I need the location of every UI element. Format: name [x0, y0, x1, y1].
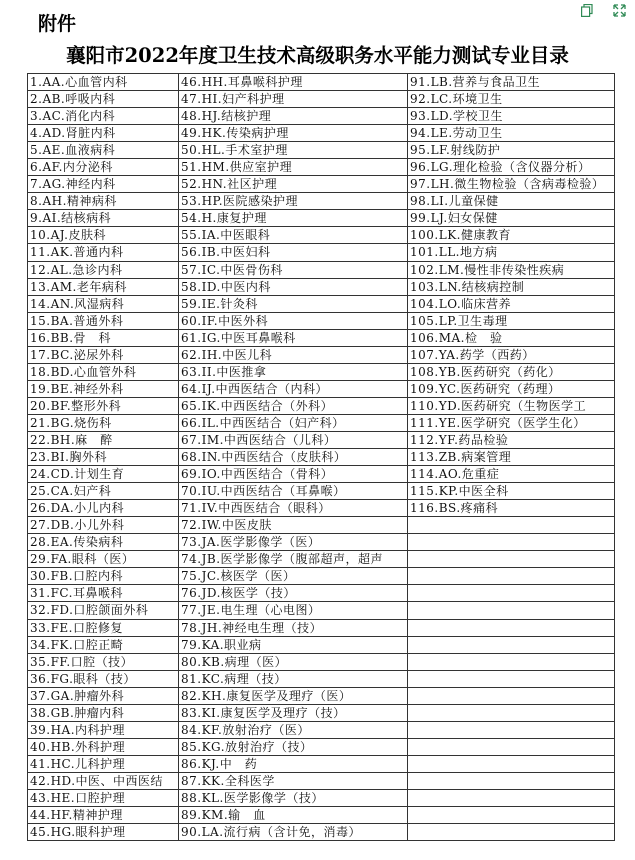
table-cell: 4.AD.肾脏内科 [28, 125, 179, 142]
table-cell [408, 551, 615, 568]
table-row [28, 431, 615, 448]
table-row [28, 261, 615, 278]
table-cell: 72.IW.中医皮肤 [179, 517, 408, 534]
table-cell: 48.HJ.结核护理 [179, 108, 408, 125]
table-cell: 66.IL.中西医结合（妇产科） [179, 414, 408, 431]
expand-icon-glyph [613, 4, 626, 17]
table-row [28, 312, 615, 329]
table-cell: 10.AJ.皮肤科 [28, 227, 179, 244]
table-cell: 60.IF.中医外科 [179, 312, 408, 329]
table-cell: 86.KJ.中 药 [179, 755, 408, 772]
table-cell: 5.AE.血液病科 [28, 142, 179, 159]
table-cell [408, 807, 615, 824]
table-cell: 34.FK.口腔正畸 [28, 636, 179, 653]
table-cell [408, 704, 615, 721]
table-cell: 89.KM.输 血 [179, 807, 408, 824]
table-cell: 56.IB.中医妇科 [179, 244, 408, 261]
table-cell: 114.AO.危重症 [408, 466, 615, 483]
table-row [28, 534, 615, 551]
table-row [28, 244, 615, 261]
table-cell: 73.JA.医学影像学（医） [179, 534, 408, 551]
table-cell: 15.BA.普通外科 [28, 312, 179, 329]
table-cell: 92.LC.环境卫生 [408, 91, 615, 108]
table-cell: 79.KA.职业病 [179, 636, 408, 653]
table-cell: 90.LA.流行病（含计免，消毒） [179, 824, 408, 841]
table-row [28, 278, 615, 295]
table-cell: 43.HE.口腔护理 [28, 789, 179, 806]
table-cell: 33.FE.口腔修复 [28, 619, 179, 636]
table-cell: 93.LD.学校卫生 [408, 108, 615, 125]
table-cell: 29.FA.眼科（医） [28, 551, 179, 568]
table-cell: 85.KG.放射治疗（技） [179, 738, 408, 755]
table-row [28, 125, 615, 142]
table-cell: 84.KF.放射治疗（医） [179, 721, 408, 738]
table-row [28, 176, 615, 193]
table-row [28, 687, 615, 704]
specialty-table [27, 73, 615, 841]
table-cell: 16.BB.骨 科 [28, 329, 179, 346]
table-cell: 111.YE.医学研究（医学生化） [408, 414, 615, 431]
table-cell: 78.JH.神经电生理（技） [179, 619, 408, 636]
table-cell: 65.IK.中西医结合（外科） [179, 397, 408, 414]
table-row [28, 636, 615, 653]
table-cell: 97.LH.微生物检验（含病毒检验） [408, 176, 615, 193]
document-title: 襄阳市2022年度卫生技术高级职务水平能力测试专业目录 [66, 44, 569, 67]
table-cell: 67.IM.中西医结合（儿科） [179, 431, 408, 448]
table-row [28, 227, 615, 244]
table-cell: 113.ZB.病案管理 [408, 449, 615, 466]
table-cell [408, 653, 615, 670]
table-cell: 100.LK.健康教育 [408, 227, 615, 244]
table-cell: 17.BC.泌尿外科 [28, 346, 179, 363]
table-cell: 38.GB.肿瘤内科 [28, 704, 179, 721]
table-cell: 88.KL.医学影像学（技） [179, 789, 408, 806]
table-cell: 55.IA.中医眼科 [179, 227, 408, 244]
table-cell [408, 602, 615, 619]
table-row [28, 824, 615, 841]
table-cell: 8.AH.精神病科 [28, 193, 179, 210]
table-cell: 112.YF.药品检验 [408, 431, 615, 448]
table-cell: 116.BS.疼痛科 [408, 500, 615, 517]
table-cell: 74.JB.医学影像学（腹部超声，超声 [179, 551, 408, 568]
table-cell: 31.FC.耳鼻喉科 [28, 585, 179, 602]
table-cell [408, 738, 615, 755]
table-row [28, 142, 615, 159]
table-row [28, 551, 615, 568]
table-row [28, 74, 615, 91]
table-row [28, 670, 615, 687]
table-cell [408, 636, 615, 653]
table-cell: 58.ID.中医内科 [179, 278, 408, 295]
table-cell: 9.AI.结核病科 [28, 210, 179, 227]
copy-icon-glyph [581, 4, 593, 17]
table-cell: 95.LF.射线防护 [408, 142, 615, 159]
table-cell: 76.JD.核医学（技） [179, 585, 408, 602]
table-row [28, 363, 615, 380]
table-cell: 7.AG.神经内科 [28, 176, 179, 193]
table-cell: 77.JE.电生理（心电图） [179, 602, 408, 619]
table-cell [408, 585, 615, 602]
table-row [28, 449, 615, 466]
table-cell: 91.LB.营养与食品卫生 [408, 74, 615, 91]
table-cell: 41.HC.儿科护理 [28, 755, 179, 772]
table-cell: 11.AK.普通内科 [28, 244, 179, 261]
table-cell: 101.LL.地方病 [408, 244, 615, 261]
table-row [28, 380, 615, 397]
table-cell: 59.IE.针灸科 [179, 295, 408, 312]
table-cell: 1.AA.心血管内科 [28, 74, 179, 91]
table-row [28, 585, 615, 602]
table-cell: 18.BD.心血管外科 [28, 363, 179, 380]
table-cell [408, 755, 615, 772]
table-cell: 12.AL.急诊内科 [28, 261, 179, 278]
table-cell: 99.LJ.妇女保健 [408, 210, 615, 227]
table-cell: 63.II.中医推拿 [179, 363, 408, 380]
table-row [28, 653, 615, 670]
table-cell [408, 619, 615, 636]
table-cell: 13.AM.老年病科 [28, 278, 179, 295]
table-row [28, 397, 615, 414]
table-cell: 83.KI.康复医学及理疗（技） [179, 704, 408, 721]
table-row [28, 295, 615, 312]
table-cell: 25.CA.妇产科 [28, 483, 179, 500]
table-row [28, 483, 615, 500]
table-row [28, 772, 615, 789]
table-cell [408, 789, 615, 806]
table-cell: 36.FG.眼科（技） [28, 670, 179, 687]
table-cell: 110.YD.医药研究（生物医学工 [408, 397, 615, 414]
table-cell: 32.FD.口腔颌面外科 [28, 602, 179, 619]
table-row [28, 193, 615, 210]
table-cell: 87.KK.全科医学 [179, 772, 408, 789]
table-cell: 40.HB.外科护理 [28, 738, 179, 755]
table-cell [408, 670, 615, 687]
attachment-label: 附件 [38, 13, 77, 35]
table-row [28, 738, 615, 755]
table-row [28, 414, 615, 431]
table-cell: 106.MA.检 验 [408, 329, 615, 346]
table-cell: 14.AN.风湿病科 [28, 295, 179, 312]
viewer-toolbar [571, 0, 635, 20]
table-cell: 57.IC.中医骨伤科 [179, 261, 408, 278]
table-cell: 115.KP.中医全科 [408, 483, 615, 500]
table-cell: 64.IJ.中西医结合（内科） [179, 380, 408, 397]
table-row [28, 704, 615, 721]
table-cell: 44.HF.精神护理 [28, 807, 179, 824]
table-cell: 37.GA.肿瘤外科 [28, 687, 179, 704]
table-row [28, 619, 615, 636]
table-row [28, 789, 615, 806]
table-cell: 61.IG.中医耳鼻喉科 [179, 329, 408, 346]
table-cell: 96.LG.理化检验（含仪器分析） [408, 159, 615, 176]
table-cell [408, 534, 615, 551]
table-cell: 45.HG.眼科护理 [28, 824, 179, 841]
table-row [28, 159, 615, 176]
table-cell: 39.HA.内科护理 [28, 721, 179, 738]
table-cell [408, 517, 615, 534]
table-row [28, 517, 615, 534]
table-cell: 46.HH.耳鼻喉科护理 [179, 74, 408, 91]
table-cell: 49.HK.传染病护理 [179, 125, 408, 142]
table-cell: 42.HD.中医、中西医结 [28, 772, 179, 789]
table-cell: 51.HM.供应室护理 [179, 159, 408, 176]
table-cell: 35.FF.口腔（技） [28, 653, 179, 670]
table-cell: 103.LN.结核病控制 [408, 278, 615, 295]
table-cell: 108.YB.医药研究（药化） [408, 363, 615, 380]
table-cell: 22.BH.麻 醉 [28, 431, 179, 448]
expand-icon[interactable] [603, 0, 635, 20]
table-row [28, 329, 615, 346]
table-cell [408, 824, 615, 841]
table-row [28, 807, 615, 824]
table-cell: 47.HI.妇产科护理 [179, 91, 408, 108]
table-row [28, 466, 615, 483]
table-cell: 102.LM.慢性非传染性疾病 [408, 261, 615, 278]
table-row [28, 755, 615, 772]
table-cell: 70.IU.中西医结合（耳鼻喉） [179, 483, 408, 500]
table-cell: 107.YA.药学（西药） [408, 346, 615, 363]
table-row [28, 346, 615, 363]
table-cell: 23.BI.胸外科 [28, 449, 179, 466]
table-cell: 54.H.康复护理 [179, 210, 408, 227]
table-row [28, 602, 615, 619]
table-cell: 28.EA.传染病科 [28, 534, 179, 551]
table-cell: 81.KC.病理（技） [179, 670, 408, 687]
table-cell [408, 687, 615, 704]
table-cell [408, 772, 615, 789]
table-cell: 94.LE.劳动卫生 [408, 125, 615, 142]
table-cell: 98.LI.儿童保健 [408, 193, 615, 210]
table-cell [408, 568, 615, 585]
table-cell: 26.DA.小儿内科 [28, 500, 179, 517]
table-cell: 6.AF.内分泌科 [28, 159, 179, 176]
table-cell: 21.BG.烧伤科 [28, 414, 179, 431]
table-cell: 69.IO.中西医结合（骨科） [179, 466, 408, 483]
table-cell: 71.IV.中西医结合（眼科） [179, 500, 408, 517]
table-row [28, 91, 615, 108]
table-cell: 20.BF.整形外科 [28, 397, 179, 414]
table-cell: 109.YC.医药研究（药理） [408, 380, 615, 397]
table-cell: 82.KH.康复医学及理疗（医） [179, 687, 408, 704]
table-cell: 50.HL.手术室护理 [179, 142, 408, 159]
table-row [28, 210, 615, 227]
table-cell: 68.IN.中西医结合（皮肤科） [179, 449, 408, 466]
table-cell: 104.LO.临床营养 [408, 295, 615, 312]
table-cell: 19.BE.神经外科 [28, 380, 179, 397]
copy-icon[interactable] [571, 0, 603, 20]
table-cell: 62.IH.中医儿科 [179, 346, 408, 363]
table-cell: 2.AB.呼吸内科 [28, 91, 179, 108]
table-cell: 52.HN.社区护理 [179, 176, 408, 193]
table-row [28, 108, 615, 125]
table-cell: 27.DB.小儿外科 [28, 517, 179, 534]
table-cell: 24.CD.计划生育 [28, 466, 179, 483]
table-cell: 53.HP.医院感染护理 [179, 193, 408, 210]
table-cell: 105.LP.卫生毒理 [408, 312, 615, 329]
table-cell: 80.KB.病理（医） [179, 653, 408, 670]
table-cell: 30.FB.口腔内科 [28, 568, 179, 585]
table-row [28, 568, 615, 585]
table-cell [408, 721, 615, 738]
table-row [28, 500, 615, 517]
table-row [28, 721, 615, 738]
table-cell: 75.JC.核医学（医） [179, 568, 408, 585]
table-cell: 3.AC.消化内科 [28, 108, 179, 125]
